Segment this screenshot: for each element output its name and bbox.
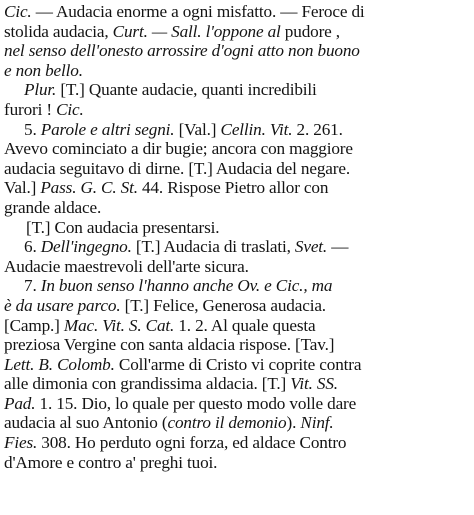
text-segment: [T.] Con audacia presentarsi.: [26, 217, 220, 237]
text-line: [4, 296, 470, 316]
text-segment: stolida audacia,: [4, 21, 113, 41]
text-segment: Val.]: [4, 178, 41, 198]
italic-text-segment: Lett. B. Colomb.: [4, 354, 115, 374]
italic-text-segment: Cic.: [56, 99, 84, 119]
italic-text-segment: Pad.: [4, 393, 36, 413]
italic-text-segment: Parole e altri segni.: [40, 119, 175, 139]
text-line: [4, 276, 470, 296]
text-line: [4, 355, 470, 375]
text-line: [4, 80, 470, 100]
text-line: [4, 257, 470, 277]
text-line: [4, 335, 470, 355]
text-line: [4, 413, 470, 433]
dictionary-entry-text: [4, 2, 470, 472]
text-segment: 1. 15. Dio, lo quale per questo modo volle dare: [35, 393, 357, 413]
text-segment: 5.: [24, 119, 41, 139]
italic-text-segment: Curt. — Sall. l'oppone al: [112, 21, 281, 41]
text-segment: — Audacia enorme a ogni misfatto. — Feroce di: [31, 2, 365, 21]
text-segment: [T.] Audacia di traslati,: [131, 237, 295, 257]
italic-text-segment: Svet.: [294, 237, 328, 257]
text-line: [4, 61, 470, 81]
text-segment: pudore ,: [280, 21, 340, 41]
text-segment: audacia seguitavo di dirne. [T.] Audacia del negare.: [4, 158, 350, 178]
text-segment: d'Amore e contro a' preghi tuoi.: [4, 452, 218, 472]
text-line: [4, 433, 470, 453]
text-line: [4, 41, 470, 61]
text-segment: —: [327, 237, 349, 257]
text-segment: Avevo cominciato a dir bugie; ancora con maggiore: [4, 139, 353, 159]
text-segment: 308. Ho perduto ogni forza, ed aldace Contro: [37, 433, 347, 453]
italic-text-segment: Plur.: [24, 80, 57, 100]
text-segment: 6.: [24, 237, 41, 257]
italic-text-segment: Cic.: [4, 2, 32, 21]
text-line: [4, 159, 470, 179]
italic-text-segment: nel senso dell'onesto arrossire d'ogni atto non buono: [4, 41, 360, 61]
text-segment: preziosa Vergine con santa aldacia rispose. [Tav.]: [4, 335, 335, 355]
text-line: [4, 374, 470, 394]
text-line: [4, 218, 470, 238]
italic-text-segment: Fies.: [4, 433, 38, 453]
text-segment: ).: [286, 413, 301, 433]
text-line: [4, 139, 470, 159]
text-segment: alle dimonia con grandissima aldacia. [T.]: [4, 374, 291, 394]
text-line: [4, 453, 470, 473]
text-segment: [Val.]: [174, 119, 221, 139]
italic-text-segment: In buon senso l'hanno anche Ov. e Cic., ma: [40, 276, 333, 296]
text-segment: [T.] Felice, Generosa audacia.: [120, 295, 326, 315]
text-segment: 1. 2. Al quale questa: [174, 315, 316, 335]
italic-text-segment: contro il demonio: [167, 413, 287, 433]
italic-text-segment: Cellin. Vit.: [220, 119, 293, 139]
italic-text-segment: Vit. SS.: [290, 374, 338, 394]
text-line: [4, 2, 470, 22]
text-segment: 2. 261.: [292, 119, 343, 139]
text-segment: 7.: [24, 276, 41, 296]
text-segment: [T.] Quante audacie, quanti incredibili: [56, 80, 317, 100]
italic-text-segment: Ninf.: [300, 413, 334, 433]
text-segment: Coll'arme di Cristo vi coprite contra: [114, 354, 362, 374]
italic-text-segment: Pass. G. C. St.: [40, 178, 138, 198]
text-line: [4, 100, 470, 120]
text-line: [4, 178, 470, 198]
text-segment: audacia al suo Antonio (: [4, 413, 168, 433]
text-line: [4, 120, 470, 140]
italic-text-segment: Dell'ingegno.: [40, 237, 132, 257]
italic-text-segment: e non bello.: [4, 60, 83, 80]
italic-text-segment: è da usare parco.: [4, 295, 121, 315]
text-segment: 44. Rispose Pietro allor con: [137, 178, 329, 198]
text-segment: furori !: [4, 99, 57, 119]
text-segment: Audacie maestrevoli dell'arte sicura.: [4, 256, 249, 276]
text-line: [4, 237, 470, 257]
text-line: [4, 198, 470, 218]
text-segment: [Camp.]: [4, 315, 64, 335]
italic-text-segment: Mac. Vit. S. Cat.: [63, 315, 175, 335]
text-line: [4, 22, 470, 42]
text-segment: grande aldace.: [4, 197, 102, 217]
text-line: [4, 394, 470, 414]
text-line: [4, 316, 470, 336]
